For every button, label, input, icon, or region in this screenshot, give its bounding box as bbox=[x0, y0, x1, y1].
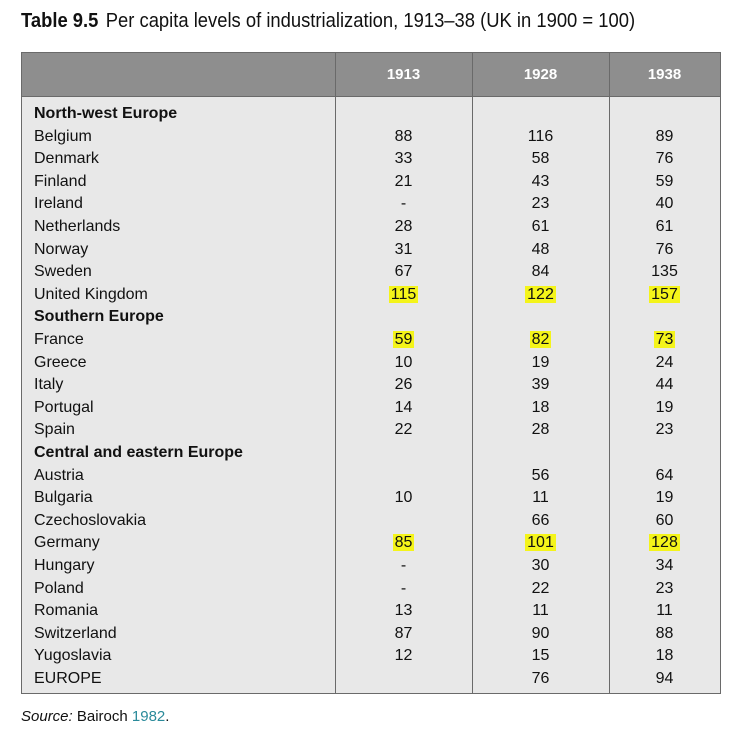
cell-value: - bbox=[400, 579, 407, 597]
table-cell bbox=[335, 261, 472, 284]
table-row bbox=[22, 261, 720, 284]
cell-value: 56 bbox=[531, 466, 550, 484]
table-cell bbox=[609, 465, 720, 488]
table-cell bbox=[335, 374, 472, 397]
cell-value: 21 bbox=[394, 172, 413, 190]
cell-value: 60 bbox=[655, 511, 674, 529]
table-title: Per capita levels of industrialization, 1913–38 (UK in 1900 = 100) bbox=[105, 10, 636, 32]
row-label: Romania bbox=[34, 602, 99, 620]
cell-value: 44 bbox=[655, 376, 674, 394]
cell-value: 22 bbox=[531, 579, 550, 597]
table-cell bbox=[472, 510, 609, 533]
row-label: France bbox=[34, 331, 84, 348]
table-cell bbox=[472, 216, 609, 239]
table-cell bbox=[609, 193, 720, 216]
cell-value: 14 bbox=[394, 398, 413, 416]
table-cell bbox=[335, 239, 472, 262]
cell-value: 23 bbox=[531, 195, 550, 213]
cell-value: 94 bbox=[655, 670, 674, 687]
row-label: Ireland bbox=[34, 195, 83, 213]
table-cell bbox=[335, 645, 472, 668]
group-label: North-west Europe bbox=[34, 105, 178, 122]
cell-value: 10 bbox=[394, 353, 413, 371]
table-row bbox=[22, 352, 720, 375]
cell-value: 122 bbox=[527, 285, 554, 303]
group-label: Southern Europe bbox=[34, 308, 164, 326]
table-row bbox=[22, 397, 720, 420]
row-label: EUROPE bbox=[34, 670, 102, 687]
row-label: Germany bbox=[34, 534, 100, 552]
table-row bbox=[22, 668, 720, 691]
table-cell bbox=[609, 148, 720, 171]
cell-value: 40 bbox=[655, 195, 674, 213]
table-row bbox=[22, 148, 720, 171]
cell-value bbox=[402, 512, 406, 529]
table-cell bbox=[335, 668, 472, 691]
cell-value: 24 bbox=[655, 353, 674, 371]
cell-value: 84 bbox=[531, 263, 550, 281]
row-label: Norway bbox=[34, 240, 89, 258]
table-row bbox=[22, 171, 720, 194]
table-cell bbox=[335, 352, 472, 375]
cell-value: 22 bbox=[394, 421, 413, 439]
cell-value: 43 bbox=[531, 172, 550, 190]
cell-value: 31 bbox=[394, 240, 413, 258]
group-label: Central and eastern Europe bbox=[34, 444, 243, 461]
cell-value: 135 bbox=[651, 263, 678, 281]
table-row bbox=[22, 600, 720, 623]
cell-value: 11 bbox=[532, 489, 549, 507]
table-cell bbox=[609, 600, 720, 623]
source-note bbox=[21, 708, 169, 725]
source-label: Source: bbox=[21, 708, 73, 725]
row-label: Netherlands bbox=[34, 218, 121, 235]
table-cell bbox=[335, 284, 472, 307]
table-row bbox=[22, 578, 720, 601]
cell-value: 61 bbox=[531, 218, 550, 235]
table-row bbox=[22, 419, 720, 442]
table-cell bbox=[472, 284, 609, 307]
row-label: Austria bbox=[34, 466, 84, 484]
cell-value: - bbox=[400, 557, 407, 574]
table-cell bbox=[609, 261, 720, 284]
table-cell bbox=[472, 600, 609, 623]
table-cell bbox=[335, 397, 472, 420]
table-caption bbox=[21, 10, 635, 33]
cell-value: 73 bbox=[655, 331, 674, 348]
data-table bbox=[21, 52, 721, 694]
column-header-1928: 1928 bbox=[523, 66, 558, 83]
row-label: Bulgaria bbox=[34, 489, 93, 507]
cell-value: 76 bbox=[655, 150, 674, 168]
cell-value: 12 bbox=[394, 647, 413, 665]
cell-value: 26 bbox=[394, 376, 413, 394]
cell-value: 128 bbox=[651, 534, 678, 552]
cell-value: 66 bbox=[531, 511, 550, 529]
row-label: Italy bbox=[34, 376, 64, 394]
table-cell bbox=[472, 645, 609, 668]
cell-value: 82 bbox=[531, 331, 550, 348]
table-row bbox=[22, 645, 720, 668]
table-cell bbox=[472, 329, 609, 352]
source-suffix: . bbox=[165, 708, 170, 725]
table-cell bbox=[472, 555, 609, 578]
table-cell bbox=[472, 374, 609, 397]
table-cell bbox=[609, 555, 720, 578]
group-header-row bbox=[22, 442, 720, 465]
table-cell bbox=[609, 239, 720, 262]
table-cell bbox=[609, 216, 720, 239]
cell-value: 34 bbox=[655, 557, 674, 574]
row-label: Spain bbox=[34, 421, 75, 439]
table-row bbox=[22, 126, 720, 149]
cell-value: 11 bbox=[656, 602, 673, 620]
table-cell bbox=[335, 487, 472, 510]
cell-value: 116 bbox=[527, 127, 554, 145]
table-cell bbox=[472, 352, 609, 375]
table-cell bbox=[609, 623, 720, 646]
table-cell bbox=[335, 171, 472, 194]
table-row bbox=[22, 487, 720, 510]
cell-value: 88 bbox=[394, 127, 413, 145]
table-cell bbox=[335, 419, 472, 442]
table-cell bbox=[335, 126, 472, 149]
table-cell bbox=[472, 148, 609, 171]
table-cell bbox=[472, 171, 609, 194]
row-label: Greece bbox=[34, 353, 87, 371]
group-header-row bbox=[22, 306, 720, 329]
table-cell bbox=[472, 126, 609, 149]
table-cell bbox=[335, 216, 472, 239]
row-label: Sweden bbox=[34, 263, 92, 281]
table-cell bbox=[335, 329, 472, 352]
column-header-1913: 1913 bbox=[386, 66, 421, 83]
table-row bbox=[22, 510, 720, 533]
table-cell bbox=[609, 645, 720, 668]
table-cell bbox=[472, 668, 609, 691]
cell-value: 157 bbox=[651, 285, 678, 303]
cell-value: 10 bbox=[394, 489, 413, 507]
table-cell bbox=[609, 487, 720, 510]
table-cell bbox=[609, 284, 720, 307]
table-cell bbox=[335, 510, 472, 533]
table-row bbox=[22, 216, 720, 239]
cell-value: 67 bbox=[394, 263, 413, 281]
table-row bbox=[22, 555, 720, 578]
cell-value: 11 bbox=[532, 602, 549, 620]
row-label: Hungary bbox=[34, 557, 95, 574]
table-cell bbox=[335, 532, 472, 555]
cell-value: 87 bbox=[394, 624, 413, 642]
row-label: Poland bbox=[34, 579, 84, 597]
table-row bbox=[22, 284, 720, 307]
table-cell bbox=[472, 261, 609, 284]
cell-value: 59 bbox=[655, 172, 674, 190]
cell-value: 61 bbox=[655, 218, 674, 235]
table-cell bbox=[609, 397, 720, 420]
table-cell bbox=[335, 578, 472, 601]
cell-value: 23 bbox=[655, 421, 674, 439]
cell-value: 19 bbox=[531, 353, 550, 371]
table-cell bbox=[609, 329, 720, 352]
table-row bbox=[22, 239, 720, 262]
table-cell bbox=[609, 419, 720, 442]
table-row bbox=[22, 623, 720, 646]
table-row bbox=[22, 465, 720, 488]
cell-value: 28 bbox=[394, 218, 413, 235]
cell-value bbox=[402, 670, 406, 687]
cell-value: 39 bbox=[531, 376, 550, 394]
table-cell bbox=[335, 148, 472, 171]
cell-value: 76 bbox=[531, 670, 550, 687]
table-cell bbox=[472, 487, 609, 510]
table-cell bbox=[472, 578, 609, 601]
cell-value: 13 bbox=[394, 602, 413, 620]
source-year-link[interactable]: 1982 bbox=[131, 708, 166, 725]
row-label: Denmark bbox=[34, 150, 99, 168]
cell-value: 28 bbox=[531, 421, 550, 439]
cell-value: 18 bbox=[655, 647, 674, 665]
table-cell bbox=[472, 419, 609, 442]
group-header-row bbox=[22, 103, 720, 126]
table-cell bbox=[609, 532, 720, 555]
cell-value: 64 bbox=[655, 466, 674, 484]
cell-value: 23 bbox=[655, 579, 674, 597]
row-label: Portugal bbox=[34, 398, 94, 416]
table-number: Table 9.5 bbox=[21, 10, 99, 32]
table-cell bbox=[609, 171, 720, 194]
cell-value: 58 bbox=[531, 150, 550, 168]
row-label: United Kingdom bbox=[34, 285, 148, 303]
column-header-1938: 1938 bbox=[647, 66, 682, 83]
cell-value: - bbox=[400, 195, 407, 213]
table-cell bbox=[472, 465, 609, 488]
row-label: Finland bbox=[34, 172, 87, 190]
cell-value: 48 bbox=[531, 240, 550, 258]
table-cell bbox=[335, 555, 472, 578]
table-cell bbox=[609, 668, 720, 691]
cell-value: 18 bbox=[531, 398, 550, 416]
table-cell bbox=[335, 600, 472, 623]
cell-value: 115 bbox=[390, 285, 417, 303]
cell-value: 33 bbox=[394, 150, 413, 168]
table-cell bbox=[609, 578, 720, 601]
cell-value: 85 bbox=[394, 534, 413, 552]
table-cell bbox=[472, 623, 609, 646]
table-cell bbox=[609, 126, 720, 149]
cell-value: 101 bbox=[527, 534, 554, 552]
cell-value: 19 bbox=[655, 398, 674, 416]
table-cell bbox=[609, 374, 720, 397]
table-cell bbox=[472, 397, 609, 420]
cell-value: 76 bbox=[655, 240, 674, 258]
cell-value: 90 bbox=[531, 624, 550, 642]
table-cell bbox=[335, 623, 472, 646]
table-row bbox=[22, 329, 720, 352]
table-cell bbox=[335, 465, 472, 488]
cell-value bbox=[402, 467, 406, 484]
cell-value: 30 bbox=[531, 557, 550, 574]
cell-value: 59 bbox=[394, 331, 413, 348]
table-cell bbox=[472, 193, 609, 216]
cell-value: 19 bbox=[655, 489, 674, 507]
table-row bbox=[22, 532, 720, 555]
source-author: Bairoch bbox=[76, 708, 128, 725]
table-cell bbox=[472, 532, 609, 555]
row-label: Yugoslavia bbox=[34, 647, 112, 665]
row-label: Czechoslovakia bbox=[34, 511, 147, 529]
cell-value: 89 bbox=[655, 127, 674, 145]
table-row bbox=[22, 193, 720, 216]
table-cell bbox=[609, 352, 720, 375]
table-cell bbox=[335, 193, 472, 216]
row-label: Belgium bbox=[34, 127, 92, 145]
table-cell bbox=[609, 510, 720, 533]
cell-value: 15 bbox=[531, 647, 550, 665]
cell-value: 88 bbox=[655, 624, 674, 642]
row-label: Switzerland bbox=[34, 624, 117, 642]
table-cell bbox=[472, 239, 609, 262]
table-header bbox=[22, 53, 720, 97]
table-row bbox=[22, 374, 720, 397]
